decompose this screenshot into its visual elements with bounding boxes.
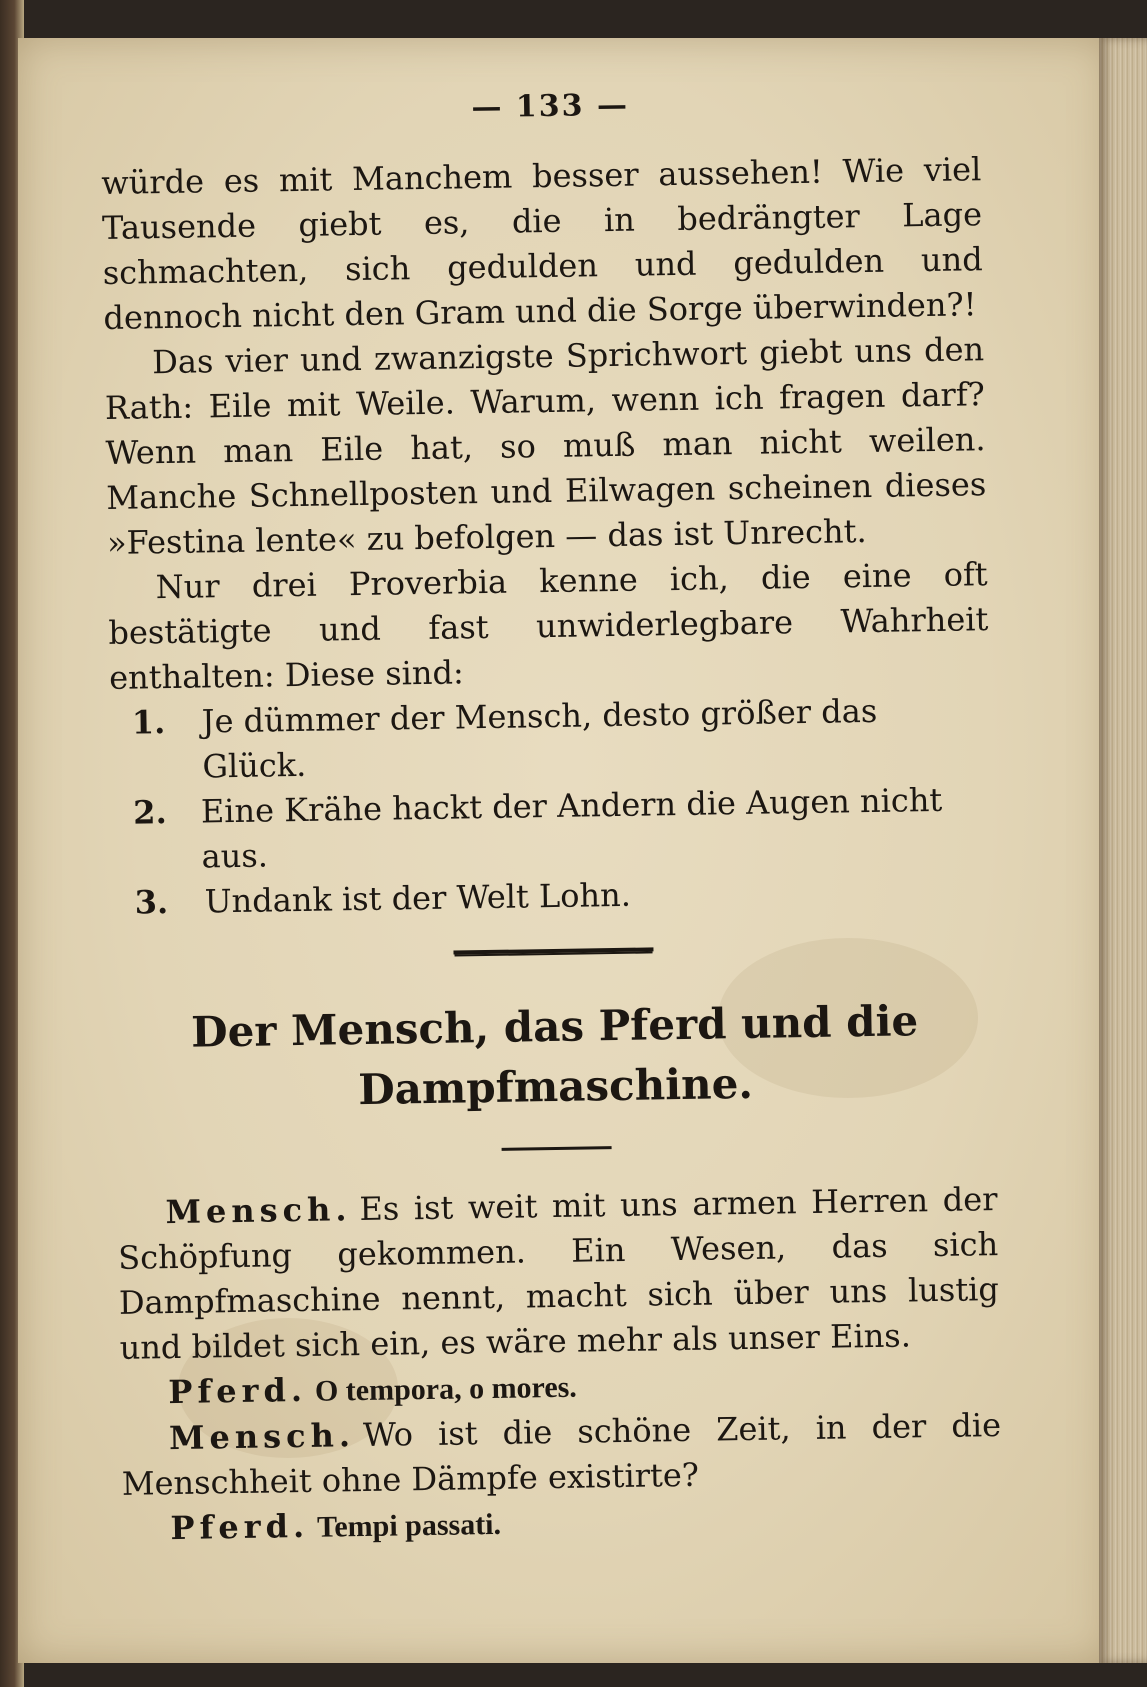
dialogue-text: Es ist weit mit uns armen Herren der Schöpfung gekommen. Ein Wesen, das sich Dampfmaschine nennt, macht sich über uns lustig und bildet sich ein, es wäre mehr als unser Eins. [117,1180,1000,1367]
speaker-name: Mensch. [168,1416,356,1458]
dialogue-text: Wo ist die schöne Zeit, in der die Menschheit ohne Dämpfe existirte? [121,1406,1002,1503]
section-heading: Der Mensch, das Pferd und die Dampfmaschine. [190,996,919,1115]
dialogue-line [121,1403,1002,1507]
list-number: 1. [131,703,166,742]
list-text: Undank ist der Welt Lohn. [204,875,632,921]
heading-underline [502,1146,612,1151]
list-number: 3. [134,883,169,922]
dialogue-line [117,1177,1000,1371]
list-item [111,777,992,881]
list-item [110,687,991,791]
list-text: Eine Krähe hackt der Andern die Augen nicht aus. [200,780,943,876]
speaker-name: Mensch. [165,1190,352,1232]
page-fore-edge [1099,38,1147,1663]
text-block [100,82,1003,1553]
paragraph-3: Nur drei Proverbia kenne ich, die eine oft bestätigte und fast unwiderlegbare Wahrheit enthalten: Diese sind: [108,555,989,697]
dialogue-text: O tempora, o mores. [314,1370,578,1408]
section-divider [453,947,653,954]
paragraph-1: würde es mit Manchem besser aussehen! Wie viel Tausende giebt es, die in bedrängter Lage schmachten, sich gedulden und gedulden und dennoch nicht den Gram und die Sorge überwinden?! [101,150,983,337]
list-text: Je dümmer der Mensch, desto größer das Glück. [201,691,878,786]
paragraph-2: Das vier und zwanzigste Sprichwort giebt uns den Rath: Eile mit Weile. Warum, wenn ich fragen darf? Wenn man Eile hat, so muß man nicht weilen. Manche Schnellposten und Eilwagen scheinen dieses »Festina lente« zu befolgen — das ist Unrecht. [104,330,987,562]
proverb-list [110,687,993,926]
dialogue-text: Tempi passati. [316,1507,502,1544]
list-number: 2. [132,793,167,832]
speaker-name: Pferd. [170,1506,310,1548]
page-number: — 133 — [471,87,630,126]
speaker-name: Pferd. [168,1370,308,1412]
